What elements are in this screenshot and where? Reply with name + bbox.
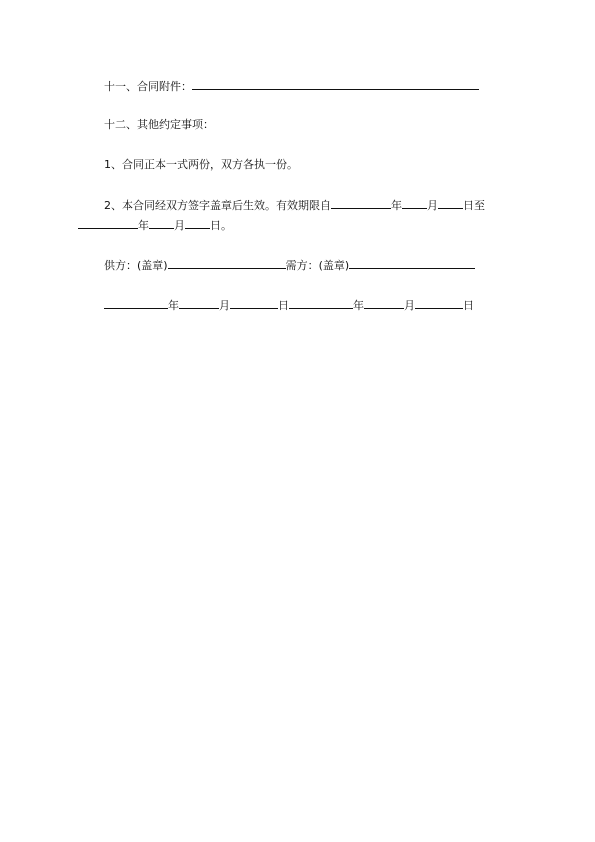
end-day-blank[interactable] — [185, 217, 210, 229]
supplier-day-blank[interactable] — [230, 297, 278, 309]
supplier-month-label: 月 — [219, 299, 230, 312]
item-2-line — [104, 197, 485, 213]
end-year-blank[interactable] — [78, 217, 138, 229]
end-day-label: 日。 — [210, 219, 232, 232]
clause-11-line — [104, 78, 479, 94]
item-2-text: 2、本合同经双方签字盖章后生效。有效期限自 — [104, 199, 331, 212]
buyer-month-label: 月 — [404, 299, 415, 312]
end-month-blank[interactable] — [149, 217, 174, 229]
buyer-year-label: 年 — [353, 299, 364, 312]
signature-line — [104, 257, 475, 273]
start-year-label: 年 — [391, 199, 402, 212]
start-month-label: 月 — [427, 199, 438, 212]
start-year-blank[interactable] — [331, 197, 391, 209]
supplier-month-blank[interactable] — [179, 297, 219, 309]
supplier-year-blank[interactable] — [104, 297, 168, 309]
item-1-line — [104, 158, 298, 172]
end-month-label: 月 — [174, 219, 185, 232]
end-year-label: 年 — [138, 219, 149, 232]
buyer-label: 需方：(盖章) — [285, 259, 350, 272]
start-day-label: 日至 — [463, 199, 485, 212]
clause-11-label: 十一、合同附件： — [104, 80, 192, 93]
buyer-seal-blank[interactable] — [349, 257, 475, 269]
buyer-day-label: 日 — [463, 299, 474, 312]
buyer-month-blank[interactable] — [364, 297, 404, 309]
clause-12-line — [104, 118, 214, 132]
supplier-seal-blank[interactable] — [168, 257, 286, 269]
start-month-blank[interactable] — [402, 197, 427, 209]
supplier-label: 供方：(盖章) — [104, 259, 168, 272]
signature-date-line — [104, 297, 474, 313]
item-2-continuation — [78, 217, 232, 233]
buyer-day-blank[interactable] — [415, 297, 463, 309]
start-day-blank[interactable] — [438, 197, 463, 209]
clause-12-label: 十二、其他约定事项： — [104, 118, 214, 131]
attachment-blank[interactable] — [192, 78, 479, 90]
supplier-day-label: 日 — [278, 299, 289, 312]
item-1-text: 1、合同正本一式两份，双方各执一份。 — [104, 158, 298, 171]
supplier-year-label: 年 — [168, 299, 179, 312]
buyer-year-blank[interactable] — [289, 297, 353, 309]
